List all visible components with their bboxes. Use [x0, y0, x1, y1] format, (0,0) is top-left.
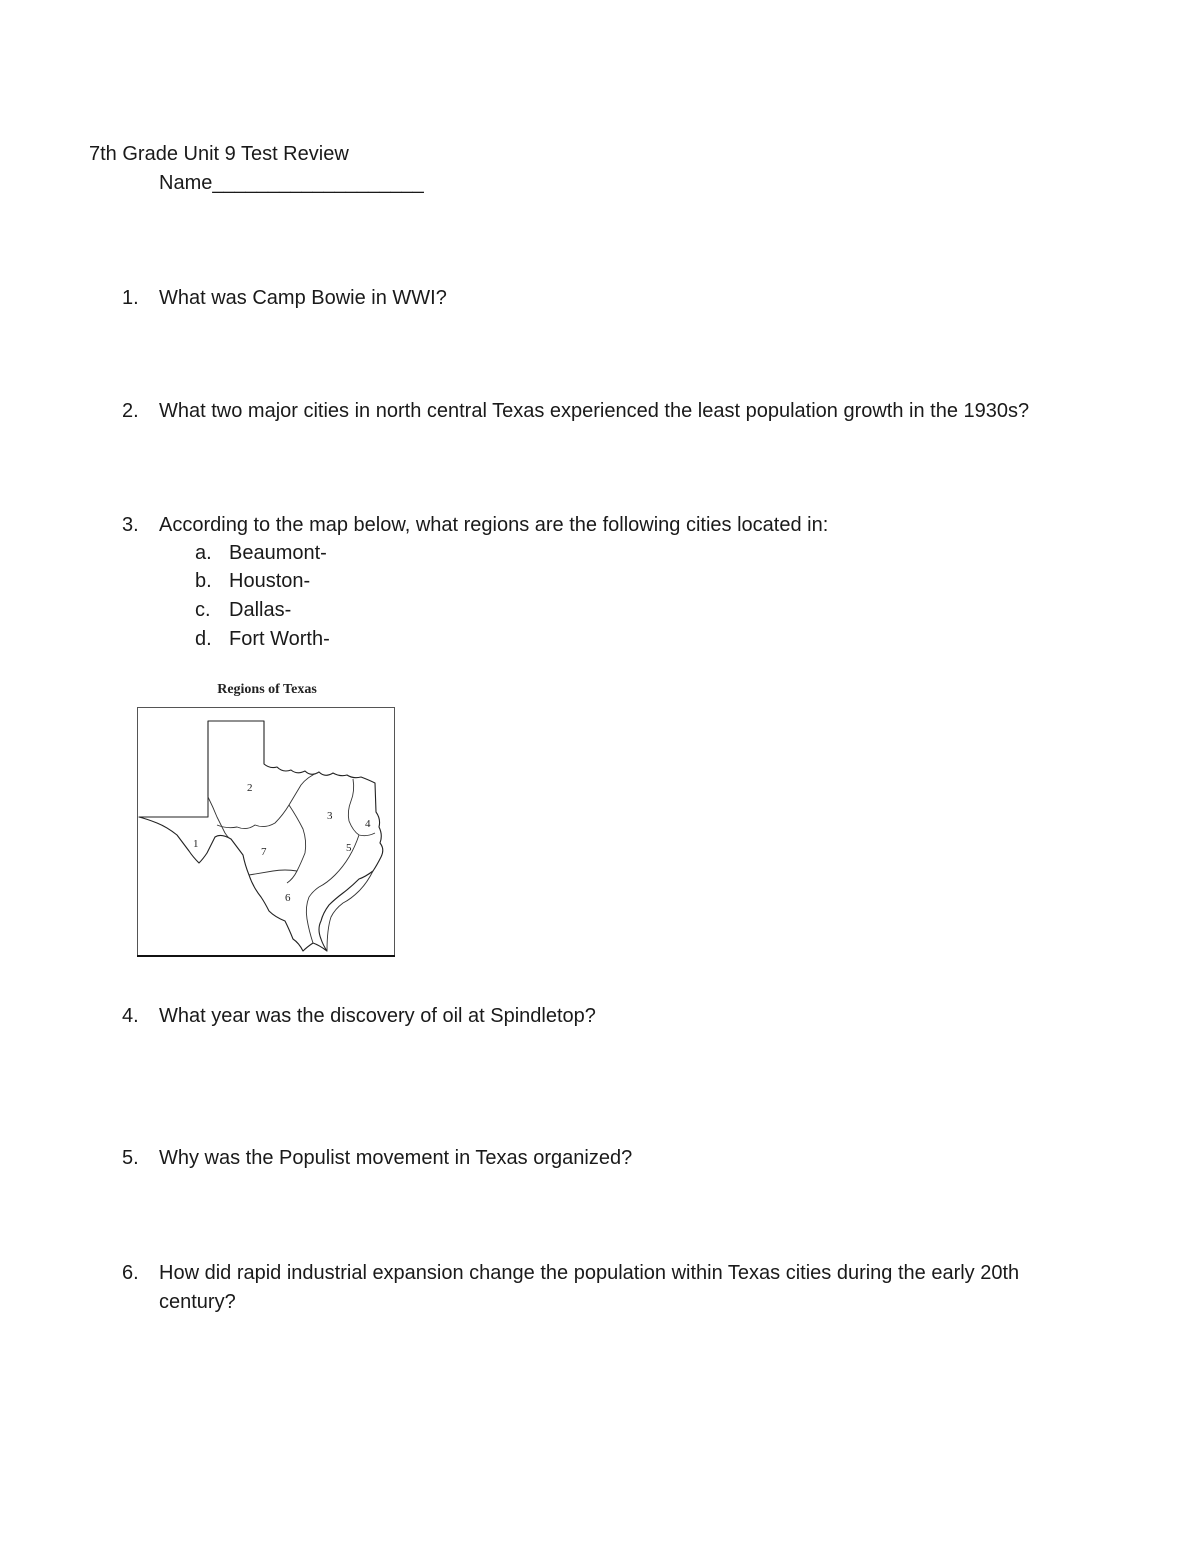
boundary-region-6 [306, 897, 313, 943]
question-text: What two major cities in north central Texas experienced the least population growth in the 1930s? [159, 400, 1030, 422]
region-label-5: 5 [346, 842, 352, 854]
question-number: 1. [122, 287, 139, 309]
boundary-region-7 [249, 870, 297, 875]
sub-item-fort-worth: Fort Worth- [229, 628, 330, 650]
question-text: According to the map below, what regions are the following cities located in: [159, 514, 829, 536]
sub-item-houston: Houston- [229, 570, 311, 592]
map-title: Regions of Texas [217, 682, 317, 697]
boundary-region-5-north [309, 835, 359, 897]
sub-item-dallas: Dallas- [229, 599, 292, 621]
question-number: 4. [122, 1005, 139, 1027]
boundary-region-4 [348, 779, 375, 836]
region-label-7: 7 [261, 846, 267, 858]
boundary-coast-inner [327, 871, 373, 951]
region-label-1: 1 [193, 838, 199, 850]
question-number: 5. [122, 1147, 139, 1169]
texas-outline [139, 721, 383, 951]
sub-item-beaumont: Beaumont- [229, 542, 327, 564]
sub-item-letter: d. [195, 628, 212, 650]
region-boundaries [208, 772, 375, 951]
region-label-group [193, 782, 371, 904]
texas-regions-map [136, 680, 398, 960]
boundary-region-2 [217, 772, 319, 829]
question-text: What was Camp Bowie in WWI? [159, 287, 447, 309]
question-number: 6. [122, 1262, 139, 1284]
texas-border [139, 721, 383, 951]
region-label-6: 6 [285, 892, 291, 904]
question-number: 2. [122, 400, 139, 422]
question-text: What year was the discovery of oil at Spindletop? [159, 1005, 596, 1027]
region-label-3: 3 [327, 810, 333, 822]
question-text: Why was the Populist movement in Texas organized? [159, 1147, 633, 1169]
sub-item-letter: b. [195, 570, 212, 592]
document-title: 7th Grade Unit 9 Test Review [89, 143, 349, 165]
region-label-4: 4 [365, 818, 371, 830]
sub-item-letter: a. [195, 542, 212, 564]
question-text: How did rapid industrial expansion change the population within Texas cities during the early 20th [159, 1262, 1020, 1284]
question-text-continued: century? [159, 1291, 236, 1313]
question-number: 3. [122, 514, 139, 536]
texas-map-drawing [137, 707, 395, 957]
region-label-2: 2 [247, 782, 253, 794]
boundary-region-1 [208, 797, 231, 839]
name-field-label: Name___________________ [159, 172, 424, 194]
sub-item-letter: c. [195, 599, 211, 621]
